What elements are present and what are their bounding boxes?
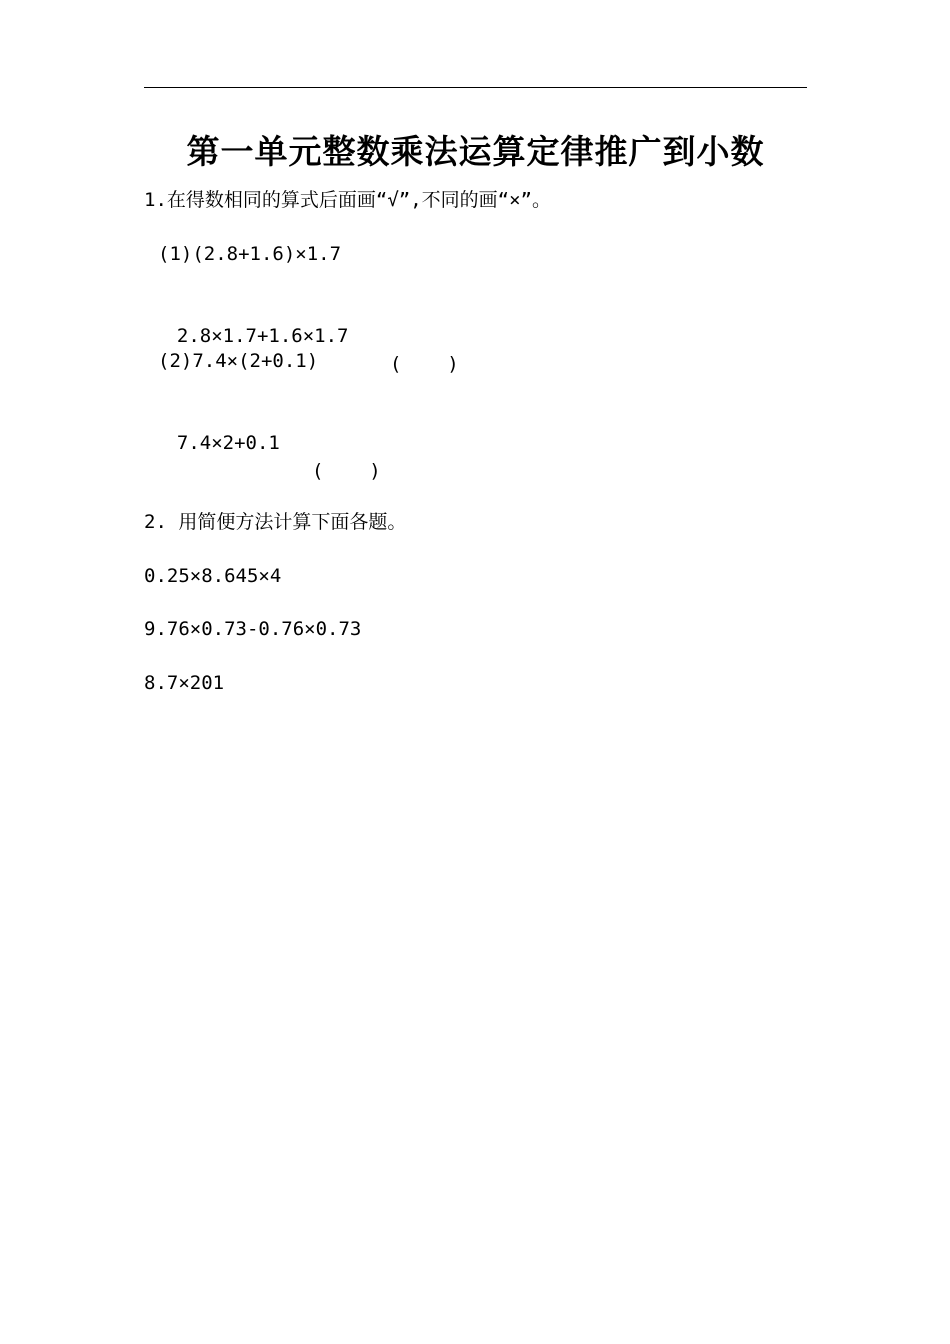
page-title: 第一单元整数乘法运算定律推广到小数 — [186, 132, 765, 171]
question1-item2-row — [154, 401, 381, 485]
question1-item2-label: (2)7.4×(2+0.1) — [158, 350, 319, 372]
question1-item2-answer-blank[interactable]: ( ) — [312, 460, 381, 482]
header-rule — [144, 87, 807, 88]
question2-problem-3: 8.7×201 — [144, 672, 225, 694]
question2-problem-2: 9.76×0.73-0.76×0.73 — [144, 618, 362, 640]
question1-prompt: 1.在得数相同的算式后面画“√”,不同的画“×”。 — [144, 189, 551, 211]
question1-item1-expression: 2.8×1.7+1.6×1.7 — [176, 325, 349, 347]
question1-item1-answer-blank[interactable]: ( ) — [390, 353, 459, 375]
question1-item1-label: (1)(2.8+1.6)×1.7 — [158, 243, 342, 265]
question2-prompt: 2. 用简便方法计算下面各题。 — [144, 511, 407, 533]
question1-item2-expression: 7.4×2+0.1 — [176, 432, 280, 454]
question2-problem-1: 0.25×8.645×4 — [144, 565, 282, 587]
